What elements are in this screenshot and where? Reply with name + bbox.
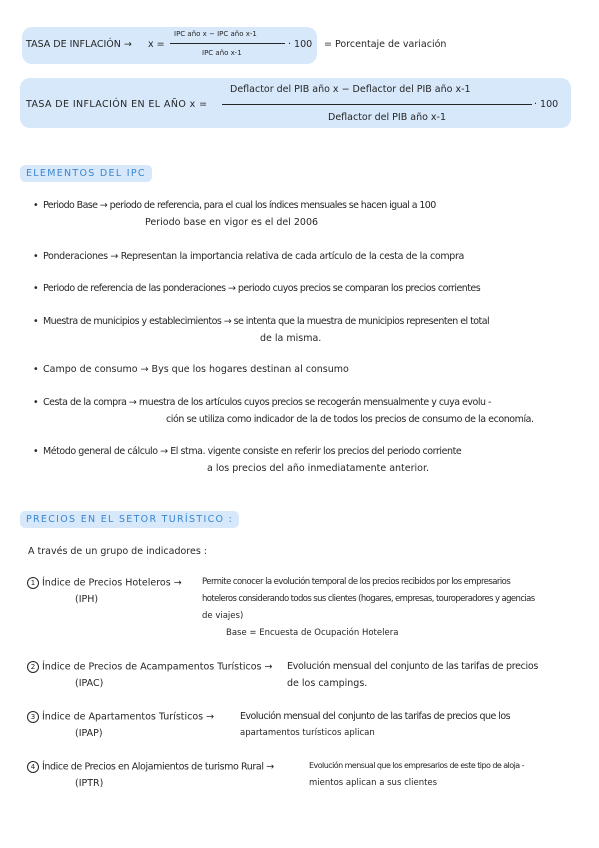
indicator-base: Base = Encuesta de Ocupación Hotelera xyxy=(226,628,399,638)
bullet: • xyxy=(33,200,39,211)
indicator-title-text: Índice de Precios Hoteleros → xyxy=(42,577,182,589)
formula1-fraction-line xyxy=(170,43,285,44)
indicator-desc: de los campings. xyxy=(287,678,368,689)
indicator-desc: hoteleros considerando todos sus clientes (hogares, empresas, touroperadores y agencias xyxy=(202,594,535,604)
circled-number-1: 1 xyxy=(27,577,39,589)
indicator-title xyxy=(27,577,182,589)
circled-number-4: 4 xyxy=(27,761,39,773)
item-text: Ponderaciones → Representan la importancia relativa de cada artículo de la cesta de la compra xyxy=(43,251,464,262)
indicator-title-text: Índice de Apartamentos Turísticos → xyxy=(42,711,215,723)
item-text: Método general de cálculo → El stma. vigente consiste en referir los precios del periodo corriente xyxy=(43,446,462,457)
indicator-desc: Evolución mensual del conjunto de las tarifas de precios xyxy=(287,661,539,672)
item-text-cont: de la misma. xyxy=(260,333,322,344)
indicator-title xyxy=(27,711,214,723)
formula2-times100: · 100 xyxy=(534,99,559,110)
bullet: • xyxy=(33,364,39,375)
section2-intro: A través de un grupo de indicadores : xyxy=(28,546,208,557)
item-text: Periodo Base → periodo de referencia, para el cual los índices mensuales se hacen igual a 100 xyxy=(43,200,436,211)
section1-heading: ELEMENTOS DEL IPC xyxy=(20,165,152,182)
formula1-result: = Porcentaje de variación xyxy=(324,39,447,50)
item-text-cont: Periodo base en vigor es el del 2006 xyxy=(145,217,319,228)
item-text: Muestra de municipios y establecimientos → se intenta que la muestra de municipios representen el total xyxy=(43,316,490,327)
circled-number-2: 2 xyxy=(27,661,39,673)
indicator-abbr: (IPH) xyxy=(75,594,99,605)
item-text: Cesta de la compra → muestra de los artículos cuyos precios se recogerán mensualmente y cuya evolu - xyxy=(43,397,491,408)
bullet: • xyxy=(33,316,39,327)
formula1-numerator: IPC año x − IPC año x-1 xyxy=(174,30,257,38)
item-text: Periodo de referencia de las ponderaciones → periodo cuyos precios se comparan los precios corrientes xyxy=(43,283,481,294)
formula2-numerator: Deflactor del PIB año x − Deflactor del PIB año x-1 xyxy=(230,84,471,95)
indicator-desc: Permite conocer la evolución temporal de los precios recibidos por los empresarios xyxy=(202,577,511,587)
circled-number-3: 3 xyxy=(27,711,39,723)
formula2-denominator: Deflactor del PIB año x-1 xyxy=(328,112,447,123)
indicator-abbr: (IPAP) xyxy=(75,728,103,739)
formula1-times100: · 100 xyxy=(288,39,313,50)
section2-heading: PRECIOS EN EL SETOR TURÍSTICO : xyxy=(20,511,239,528)
formula1-x-eq: x = xyxy=(148,39,165,50)
indicator-title-text: Índice de Precios en Alojamientos de turismo Rural → xyxy=(42,761,274,773)
bullet: • xyxy=(33,446,39,457)
formula1-denominator: IPC año x-1 xyxy=(202,49,242,57)
indicator-title xyxy=(27,761,274,773)
indicator-title xyxy=(27,661,272,673)
bullet: • xyxy=(33,251,39,262)
indicator-desc: apartamentos turísticos aplican xyxy=(240,728,375,738)
item-text-cont: a los precios del año inmediatamente anterior. xyxy=(207,463,430,474)
bullet: • xyxy=(33,397,39,408)
bullet: • xyxy=(33,283,39,294)
indicator-desc: mientos aplican a sus clientes xyxy=(309,778,438,788)
indicator-desc: Evolución mensual del conjunto de las tarifas de precios que los xyxy=(240,711,510,722)
indicator-abbr: (IPAC) xyxy=(75,678,104,689)
formula2-label: TASA DE INFLACIÓN EN EL AÑO x = xyxy=(26,99,208,110)
formula1-label: TASA DE INFLACIÓN → xyxy=(26,39,132,50)
indicator-abbr: (IPTR) xyxy=(75,778,104,789)
item-text-cont: ción se utiliza como indicador de la de todos los precios de consumo de la economía. xyxy=(166,414,534,425)
indicator-desc: de viajes) xyxy=(202,611,244,621)
formula2-fraction-line xyxy=(222,104,532,105)
indicator-title-text: Índice de Precios de Acampamentos Turísticos → xyxy=(42,661,273,673)
indicator-desc: Evolución mensual que los empresarios de este tipo de aloja - xyxy=(309,761,524,770)
item-text: Campo de consumo → Bys que los hogares destinan al consumo xyxy=(43,364,349,375)
